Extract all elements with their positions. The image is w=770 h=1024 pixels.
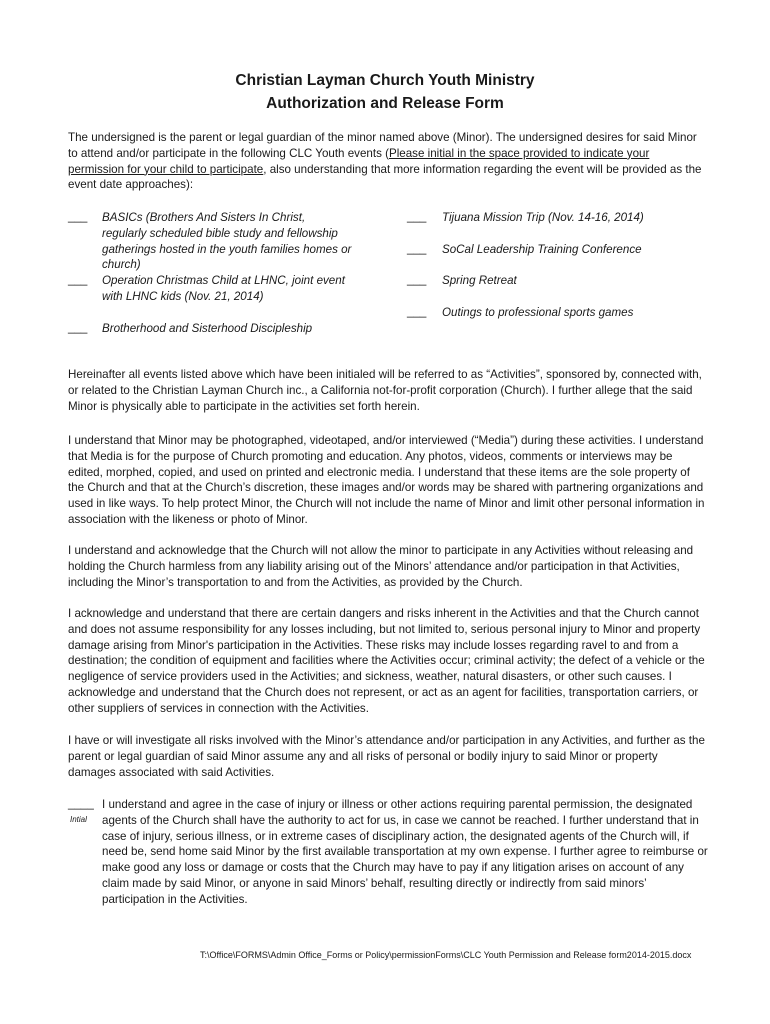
event-initial-blank-socal-leadership[interactable]: ___ bbox=[407, 242, 427, 255]
event-initial-blank-spring-retreat[interactable]: ___ bbox=[407, 273, 427, 286]
medical-consent-initial-blank[interactable]: ____ bbox=[68, 797, 94, 810]
event-label-discipleship: Brotherhood and Sisterhood Discipleship bbox=[102, 322, 313, 335]
medical-consent-paragraph: I understand and agree in the case of injury or illness or other actions requiring parental permission, the designated agents of the Church shall have the authority to act for us, in case we cannot be reached. I further understand that in case of injury, serious illness, or in extreme cases of disciplinary action, the designated agents of the Church will, if need be, send home said Minor by the first available transportation at my own expense. I further agree to reimburse or make good any loss or damage or costs that the Church may have to pay if any litigation arises on account of any claim made by said Minor, or anyone in said Minors’ behalf, resulting directly or indirectly from said minors’ participation in the Activities. bbox=[102, 798, 708, 906]
event-initial-blank-discipleship[interactable]: ___ bbox=[68, 321, 88, 334]
initial-label: Intial bbox=[70, 815, 87, 824]
risk-assumption-paragraph: I have or will investigate all risks involved with the Minor’s attendance and/or participation in any Activities, and further as the parent or legal guardian of said Minor assume any and all risks of personal or bodily injury to said Minor or property damages associated with said Activities. bbox=[68, 734, 705, 779]
event-label-socal-leadership: SoCal Leadership Training Conference bbox=[442, 243, 642, 256]
event-label-operation-christmas-child: Operation Christmas Child at LHNC, joint event with LHNC kids (Nov. 21, 2014) bbox=[102, 274, 345, 303]
intro-text-end: , also understanding that more information regarding the event will be provided as the event date approaches): bbox=[68, 162, 702, 192]
event-initial-blank-tijuana[interactable]: ___ bbox=[407, 210, 427, 223]
event-initial-blank-operation-christmas-child[interactable]: ___ bbox=[68, 273, 88, 286]
risk-acknowledgement-paragraph: I acknowledge and understand that there are certain dangers and risks inherent in the Activities and that the Church cannot and does not assume responsibility for any losses including, but not limited to, serious personal injury to Minor and property damage arising from Minor's participation in the Activities. These risks may include losses regarding ravel to and from a destination; the condition of equipment and facilities where the Activities occur; criminal activity; the defect of a vehicle or the negligence of service providers used in the Activities; and sickness, weather, natural disasters, or other such causes. I acknowledge and understand that the Church does not represent, or act as an agent for facilities, transportation carriers, or other suppliers of services in connection with the Activities. bbox=[68, 607, 705, 715]
event-label-sports-outings: Outings to professional sports games bbox=[442, 306, 634, 319]
event-label-spring-retreat: Spring Retreat bbox=[442, 274, 517, 287]
intro-instruction-underlined: Please initial in the space provided to indicate your permission for your child to participate bbox=[68, 146, 650, 176]
event-initial-blank-basics[interactable]: ___ bbox=[68, 210, 88, 223]
activities-definition-paragraph: Hereinafter all events listed above which have been initialed will be referred to as “Activities”, sponsored by, connected with, or related to the Christian Layman Church inc., a California not-for-profit corporation (Church). I further allege that the said Minor is physically able to participate in the activities set forth herein. bbox=[68, 368, 702, 413]
event-label-basics: BASICs (Brothers And Sisters In Christ, regularly scheduled bible study and fellowship gatherings hosted in the youth families homes or church) bbox=[102, 211, 352, 272]
event-label-tijuana: Tijuana Mission Trip (Nov. 14-16, 2014) bbox=[442, 211, 644, 224]
intro-paragraph bbox=[68, 130, 708, 193]
liability-release-paragraph: I understand and acknowledge that the Church will not allow the minor to participate in any Activities without releasing and holding the Church harmless from any liability arising out of the Minors’ attendance and/or participation in that Activities, including the Minor’s transportation to and from the Activities, as provided by the Church. bbox=[68, 544, 694, 589]
event-initial-blank-sports-outings[interactable]: ___ bbox=[407, 305, 427, 318]
form-title: Christian Layman Church Youth Ministry bbox=[235, 72, 535, 89]
footer-file-path: T:\Office\FORMS\Admin Office_Forms or Policy\permissionForms\CLC Youth Permission and Release form2014-2015.docx bbox=[200, 950, 692, 960]
intro-text-start: The undersigned is the parent or legal guardian of the minor named above (Minor). The undersigned desires for said Minor to attend and/or participate in the following CLC Youth events ( bbox=[68, 131, 697, 160]
media-release-paragraph: I understand that Minor may be photographed, videotaped, and/or interviewed (“Media”) during these activities. I understand that Media is for the purpose of Church promoting and education. Any photos, videos, comments or interviews may be edited, morphed, copied, and used on printed and electronic media. I understand that these items are the sole property of the Church and that at the Church’s discretion, these images and/or words may be shared with partnering organizations and used in like ways. To help protect Minor, the Church will not include the name of Minor and limit other personal information in association with the likeness or photo of Minor. bbox=[68, 434, 705, 526]
form-subtitle: Authorization and Release Form bbox=[266, 95, 504, 112]
